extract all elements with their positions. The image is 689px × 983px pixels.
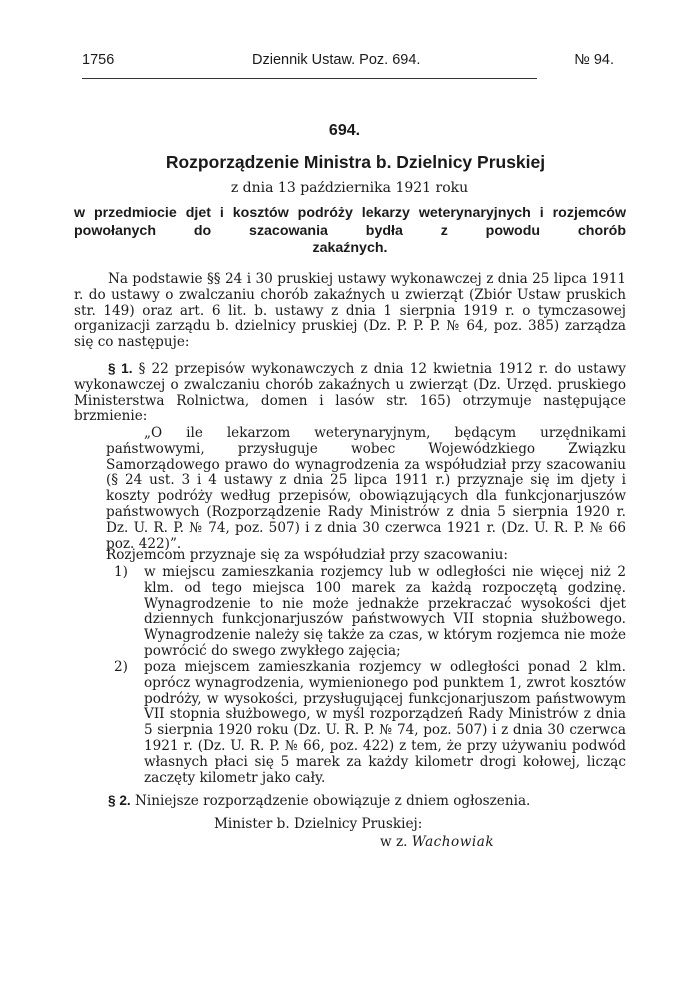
section-2-label: § 2.	[108, 793, 131, 808]
signer-name: Wachowiak	[411, 834, 495, 850]
issue-number: № 94.	[574, 52, 614, 68]
subject-end: zakaźnych.	[312, 240, 388, 256]
signature-line	[380, 834, 494, 850]
list-item-number: 2)	[114, 659, 128, 675]
regulation-date: z dnia 13 października 1921 roku	[230, 180, 469, 196]
header-rule	[82, 78, 537, 79]
regulation-subject	[74, 205, 626, 258]
section-1-text: § 22 przepisów wykonawczych z dnia 12 kwietnia 1912 r. do ustawy wykonawczej o zwalczaniu chorób zakaźnych u zwierząt (Dz. Urzęd. pruskiego Ministerstwa Rolnictwa, domen i lasów str. 165) otrzymuje następujące brzmienie:	[74, 361, 626, 425]
preamble-paragraph: Na podstawie §§ 24 i 30 pruskiej ustawy wykonawczej z dnia 25 lipca 1911 r. do ustawy o zwalczaniu chorób zakaźnych u zwierząt (Zbiór Ustaw pruskich str. 149) oraz art. 6 lit. b. ustawy z dnia 1 sierpnia 1919 r. o tymczasowej organizacji zarządu b. dzielnicy pruskiej (Dz. P. P. P. № 64, poz. 385) zarządza się co następuje:	[74, 271, 626, 351]
section-1-label: § 1.	[108, 361, 133, 376]
list-item-text: poza miejscem zamieszkania rozjemcy w odległości ponad 2 klm. oprócz wynagrodzenia, wymienionego pod punktem 1, zwrot kosztów podróży, w wysokości, przysługującej funkcjonarjuszom państwowym VII stopnia służbowego, w myśl rozporządzeń Rady Ministrów z dnia 5 sierpnia 1920 roku (Dz. U. R. P. № 74, poz. 507) i z dnia 30 czerwca 1921 r. (Dz. U. R. P. № 66, poz. 422) z tem, że przy używaniu podwód własnych płaci się 5 marek za każdy kilometr drogi kołowej, licząc zaczęty kilometr jako cały.	[144, 659, 626, 786]
running-header	[82, 52, 614, 74]
position-number: 694.	[328, 122, 361, 139]
section-2	[74, 793, 626, 810]
signer-prefix: w z.	[380, 834, 408, 850]
section-2-text: Niniejsze rozporządzenie obowiązuje z dniem ogłoszenia.	[135, 793, 531, 809]
arbiters-intro: Rozjemcom przyznaje się za współudział przy szacowaniu:	[106, 547, 508, 563]
amended-provision-quote: „O ile lekarzom weterynaryjnym, będącym urzędnikami państwowymi, przysługuje wobec Wojewódzkiego Związku Samorządowego prawo do wynagrodzenia za współudział przy szacowaniu (§ 24 ust. 3 i 4 ustawy z dnia 25 lipca 1911 r.) przyznaje się im djety i koszty podróży według przepisów, obowiązujących dla funkcjonarjuszów państwowych (Rozporządzenie Rady Ministrów z dnia 5 sierpnia 1920 r. Dz. U. R. P. № 74, poz. 507) i z dnia 30 czerwca 1921 r. (Dz. U. R. P. № 66 poz. 422)”.	[106, 425, 626, 552]
regulation-title: Rozporządzenie Ministra b. Dzielnicy Pruskiej	[165, 152, 546, 172]
list-item-text: w miejscu zamieszkania rozjemcy lub w odległości nie więcej niż 2 klm. od tego miejsca 100 marek za każdą rozpoczętą godzinę. Wynagrodzenie to nie może jednakże przekraczać wysokości djet dziennych funkcjonarjuszów państwowych VII stopnia służbowego. Wynagrodzenie należy się także za czas, w którym rozjemca nie może powrócić do swego zwykłego zajęcia;	[144, 564, 626, 659]
signer-title: Minister b. Dzielnicy Pruskiej:	[214, 816, 423, 832]
list-item-number: 1)	[114, 564, 128, 580]
page-number: 1756	[82, 52, 115, 68]
section-1	[74, 361, 626, 425]
subject-text: w przedmiocie djet i kosztów podróży lekarzy weterynaryjnych i rozjemców powołanych do szacowania bydła z powodu chorób	[74, 205, 626, 239]
journal-title: Dziennik Ustaw. Poz. 694.	[252, 52, 421, 68]
